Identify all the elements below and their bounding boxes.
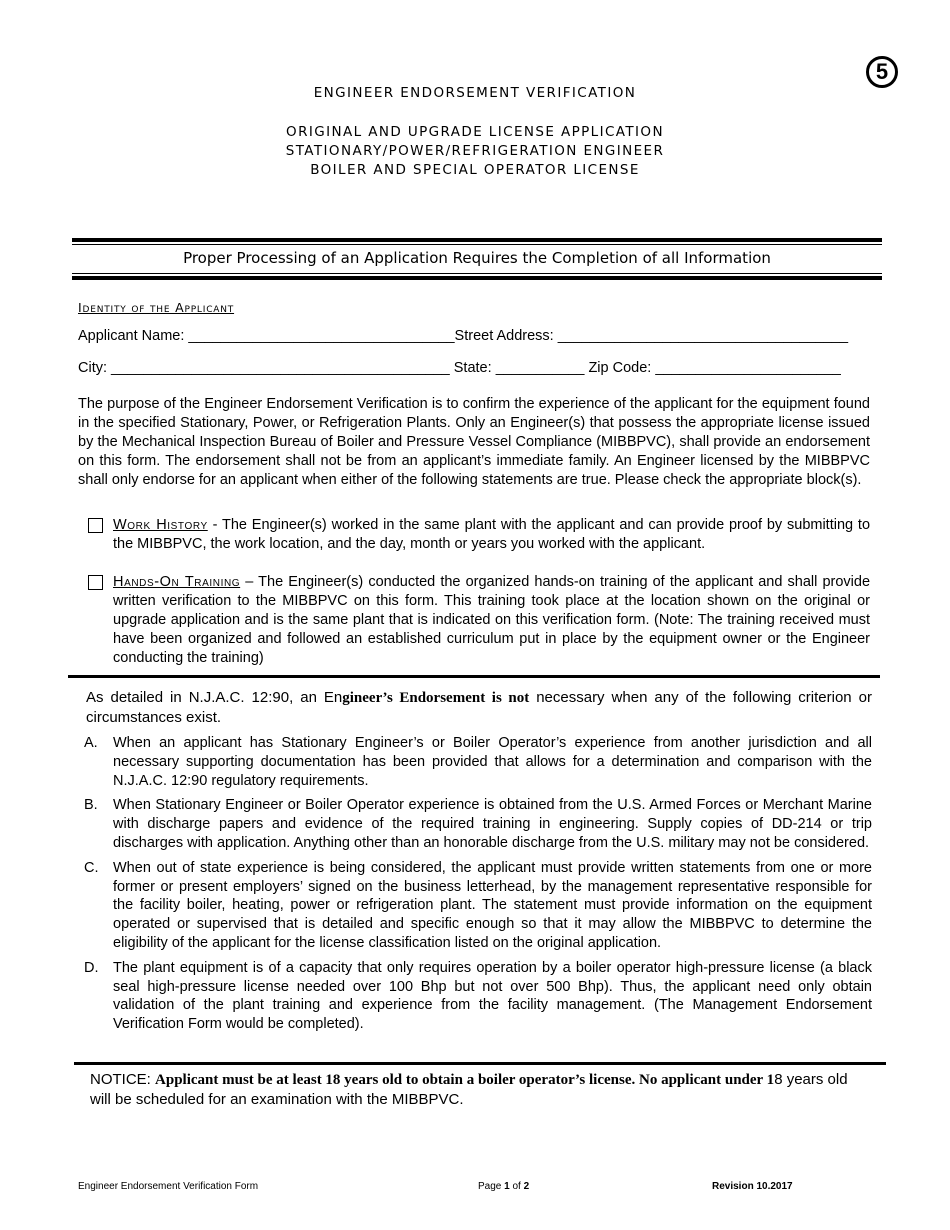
notice-bold: Applicant must be at least 18 years old to obtain a boiler operator’s license. No applicant under 1 bbox=[155, 1072, 775, 1088]
applicant-name-label: Applicant Name: bbox=[78, 328, 185, 344]
street-address-label: Street Address: bbox=[454, 328, 554, 344]
exemption-list bbox=[84, 734, 872, 1040]
identity-heading: Identity of the Applicant bbox=[78, 300, 235, 315]
state-field[interactable]: ___________ bbox=[495, 360, 585, 376]
purpose-paragraph: The purpose of the Engineer Endorsement Verification is to confirm the experience of the applicant for the equipment found in the specified Stationary, Power, or Refrigeration Plants. Only an Engineer(s) that possess the appropriate license issued by the Mechanical Inspection Bureau of Boiler and Pressure Vessel Compliance (MIBBPVC), shall provide an endorsement on this form. The endorsement shall not be from an applicant’s immediate family. An Engineer licensed by the MIBBPVC shall only endorse for an applicant when either of the following statements are true. Please check the appropriate block(s). bbox=[78, 396, 870, 488]
city-row bbox=[78, 360, 841, 376]
notice-rest: 8 years old will be scheduled for an examination with the MIBBPVC. bbox=[90, 1071, 848, 1108]
notice-label: NOTICE: bbox=[90, 1071, 156, 1088]
form-subtitles bbox=[0, 123, 950, 180]
exemption-intro: As detailed in N.J.A.C. 12:90, an Engineer’s Endorsement is not necessary when any of the following criterion or circumstances exist. bbox=[86, 689, 872, 726]
work-history-title: Work History bbox=[113, 517, 208, 533]
banner-top-rule bbox=[72, 238, 882, 245]
exemption-item: C. When out of state experience is being considered, the applicant must provide written statements from one or more former or present employers’ signed on the business letterhead, by the management representative responsible for the facility boiler, heating, power or refrigeration plant. The statement must provide information on the equipment operated or supervised that is detailed and specific enough so that it may allow the MIBBPVC to determine the eligibility of the applicant for the license classification listed on the original application. bbox=[84, 859, 872, 951]
zip-code-label: Zip Code: bbox=[588, 360, 652, 376]
zip-code-field[interactable]: _______________________ bbox=[655, 360, 841, 376]
hands-on-training-text: The Engineer(s) conducted the organized hands-on training of the applicant and shall provide written verification to the MIBBPVC on this form. This training took place at the location shown on the original or upgrade application and is the same plant that is indicated on this verification form. (Note: The training received must have been organized and followed an established curriculum put in place by the equipment owner or the Engineer conducting the training) bbox=[113, 574, 871, 666]
exemption-item: B. When Stationary Engineer or Boiler Operator experience is obtained from the U.S. Armed Forces or Merchant Marine with discharge papers and evidence of the required training in engineering. Supply copies of DD-214 or trip discharges with application. Anything other than an honorable discharge from the U.S. military may not be considered. bbox=[84, 797, 872, 851]
hands-on-training-checkbox[interactable] bbox=[88, 575, 103, 590]
section-divider bbox=[68, 675, 880, 678]
applicant-row bbox=[78, 328, 848, 344]
exemption-item: A. When an applicant has Stationary Engineer’s or Boiler Operator’s experience from another jurisdiction and all necessary supporting documentation has been provided that allows for a determination and comparison with the N.J.A.C. 12:90 regulatory requirements. bbox=[84, 735, 872, 789]
notice-divider bbox=[74, 1062, 886, 1065]
option-work-history: Work History - The Engineer(s) worked in the same plant with the applicant and can provide proof by submitting to the MIBBPVC, the work location, and the day, month or years you worked with the applicant. bbox=[88, 516, 870, 554]
applicant-name-field[interactable]: _________________________________ bbox=[188, 328, 455, 344]
state-label: State: bbox=[453, 360, 492, 376]
page-number-badge: 5 bbox=[866, 56, 898, 88]
title-sub1: ORIGINAL AND UPGRADE LICENSE APPLICATION bbox=[286, 124, 664, 140]
footer-form-name: Engineer Endorsement Verification Form bbox=[78, 1181, 259, 1192]
hands-on-training-title: Hands-On Training bbox=[113, 574, 241, 590]
exemption-item: D. The plant equipment is of a capacity that only requires operation by a boiler operator high-pressure license (a black seal high-pressure license needed over 100 Bhp but not over 500 Bhp). Thus, the applicant need only obtain validation of the plant training and experience from the facility management. (The Management Endorsement Verification Form would be completed). bbox=[84, 959, 872, 1033]
work-history-checkbox[interactable] bbox=[88, 518, 103, 533]
city-field[interactable]: __________________________________________ bbox=[111, 360, 450, 376]
title-sub3: BOILER AND SPECIAL OPERATOR LICENSE bbox=[310, 162, 640, 178]
title-main: ENGINEER ENDORSEMENT VERIFICATION bbox=[313, 85, 637, 101]
form-title bbox=[0, 84, 950, 103]
title-sub2: STATIONARY/POWER/REFRIGERATION ENGINEER bbox=[285, 143, 665, 159]
work-history-text: The Engineer(s) worked in the same plant with the applicant and can provide proof by submitting to the MIBBPVC, the work location, and the day, month or years you worked with the applicant. bbox=[113, 517, 871, 552]
notice bbox=[90, 1070, 870, 1109]
banner-text: Proper Processing of an Application Requires the Completion of all Information bbox=[183, 249, 771, 267]
option-hands-on-training: Hands-On Training – The Engineer(s) conducted the organized hands-on training of the applicant and shall provide written verification to the MIBBPVC on this form. This training took place at the location shown on the original or upgrade application and is the same plant that is indicated on this verification form. (Note: The training received must have been organized and followed an established curriculum put in place by the equipment owner or the Engineer conducting the training) bbox=[88, 573, 870, 668]
street-address-field[interactable]: ____________________________________ bbox=[557, 328, 849, 344]
banner-bottom-rule bbox=[72, 273, 882, 280]
footer-page: Page 1 of 2 bbox=[478, 1181, 530, 1192]
city-label: City: bbox=[78, 360, 107, 376]
footer-revision: Revision 10.2017 bbox=[712, 1181, 793, 1192]
